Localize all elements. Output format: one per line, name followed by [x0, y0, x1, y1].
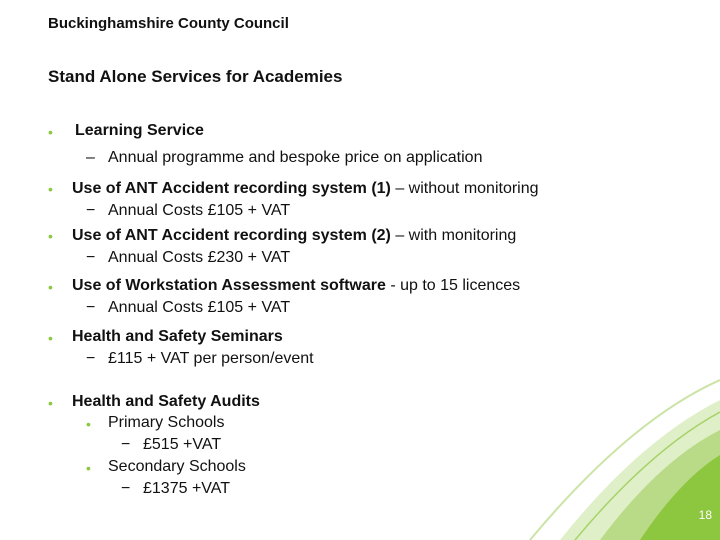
- item-main-rest: - up to 15 licences: [385, 277, 521, 294]
- bullet-icon: •: [48, 124, 53, 140]
- dash-icon: –: [86, 149, 95, 166]
- item-main-rest: – with monitoring: [390, 227, 517, 244]
- dash-icon: −: [86, 350, 96, 367]
- item-audits: Health and Safety Audits: [72, 393, 260, 410]
- item-detail: Annual Costs £230 + VAT: [108, 249, 291, 266]
- dash-icon: −: [121, 480, 131, 497]
- subitem-price: £515 +VAT: [143, 436, 222, 453]
- organisation-name: Buckinghamshire County Council: [48, 15, 289, 32]
- item-main-bold: Use of Workstation Assessment software: [72, 277, 386, 294]
- bullet-icon: •: [48, 228, 53, 244]
- item-detail: Annual Costs £105 + VAT: [108, 299, 291, 316]
- bullet-icon: •: [48, 279, 53, 295]
- bullet-icon: •: [86, 460, 91, 476]
- item-main-bold: Use of ANT Accident recording system (1): [72, 180, 391, 197]
- item-main-bold: Use of ANT Accident recording system (2): [72, 227, 391, 244]
- bullet-icon: •: [48, 330, 53, 346]
- dash-icon: −: [86, 249, 96, 266]
- dash-icon: −: [86, 202, 96, 219]
- item-detail: Annual Costs £105 + VAT: [108, 202, 291, 219]
- item-ant-2: [72, 227, 516, 245]
- item-detail: Annual programme and bespoke price on application: [108, 149, 483, 166]
- dash-icon: −: [86, 299, 96, 316]
- item-main-rest: – without monitoring: [390, 180, 539, 197]
- subitem-secondary: Secondary Schools: [108, 458, 246, 475]
- bullet-icon: •: [86, 416, 91, 432]
- item-detail: £115 + VAT per person/event: [108, 350, 314, 367]
- item-workstation: [72, 277, 520, 295]
- item-learning-service: Learning Service: [75, 122, 204, 139]
- item-ant-1: [72, 180, 539, 198]
- page-title: Stand Alone Services for Academies: [48, 67, 343, 86]
- item-seminars: Health and Safety Seminars: [72, 328, 283, 345]
- bullet-icon: •: [48, 395, 53, 411]
- dash-icon: −: [121, 436, 131, 453]
- bullet-icon: •: [48, 181, 53, 197]
- subitem-primary: Primary Schools: [108, 414, 225, 431]
- page-number: 18: [698, 508, 712, 522]
- subitem-price: £1375 +VAT: [143, 480, 231, 497]
